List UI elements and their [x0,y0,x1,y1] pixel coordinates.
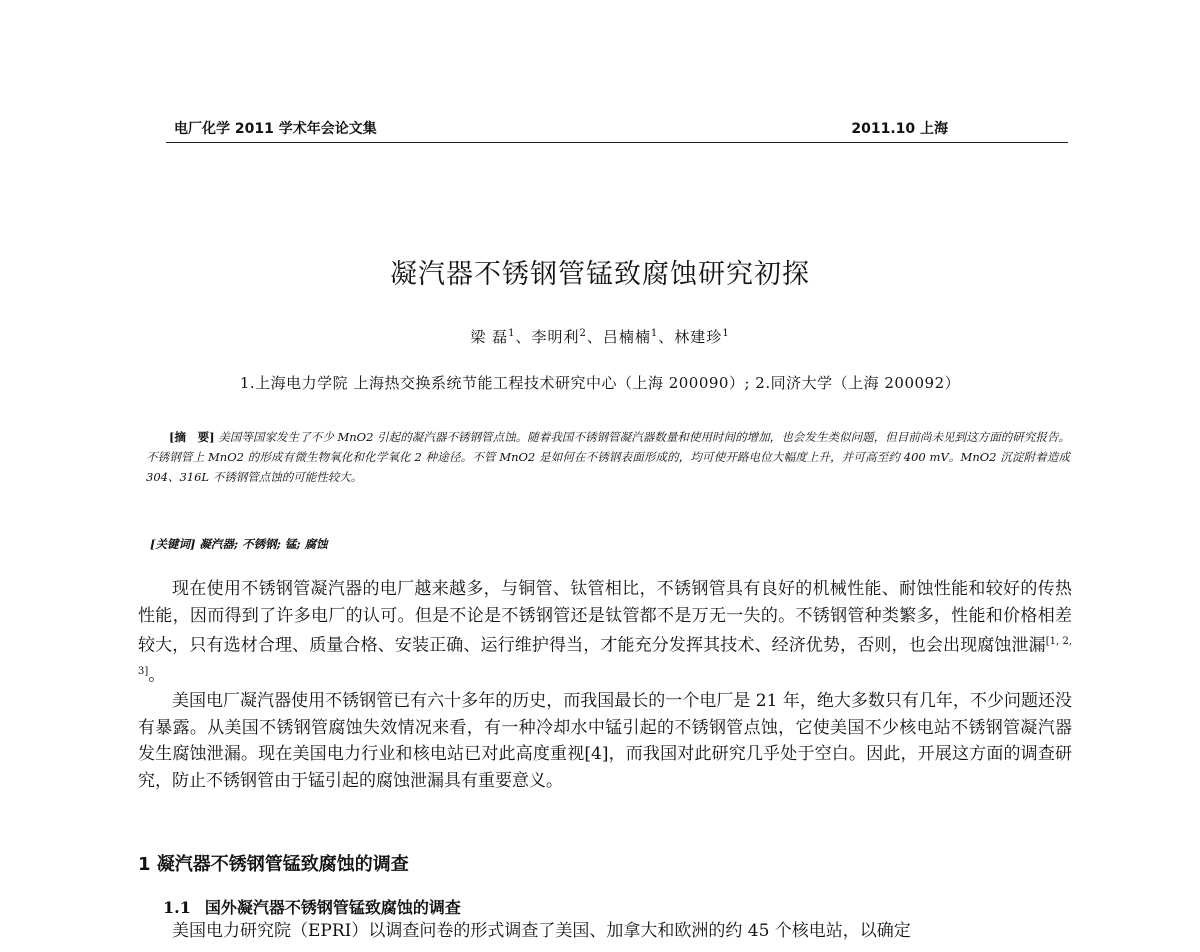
subsection-title: 国外凝汽器不锈钢管锰致腐蚀的调查 [204,898,461,917]
header-date-location: 2011.10 上海 [851,121,948,137]
abstract-text: 美国等国家发生了不少 MnO2 引起的凝汽器不锈钢管点蚀。随着我国不锈钢管凝汽器数量和使用时间的增加，也会发生类似问题，但目前尚未见到这方面的研究报告。不锈钢管上 MnO2 的形成有微生物氧化和化学氧化 2 种途径。不管 MnO2 是如何在不锈钢表面形成的，均可使开路电位大幅度上升，并可高至约 400 mV。MnO2 沉淀附着造成 304、316L 不锈钢管点蚀的可能性较大。 [146,430,1070,484]
abstract [146,427,1070,487]
body-paragraph-3: 美国电力研究院（EPRI）以调查问卷的形式调查了美国、加拿大和欧洲的约 45 个核电站，以确定 [172,921,911,941]
section-heading-1: 1 凝汽器不锈钢管锰致腐蚀的调查 [138,854,409,875]
author-name: 吕楠楠 [602,328,651,346]
subsection-number: 1.1 [163,898,191,917]
paper-title: 凝汽器不锈钢管锰致腐蚀研究初探 [390,259,810,290]
keywords-label: [关键词] [150,537,196,551]
author-affiliation-mark: 1 [650,328,659,339]
author-name: 林建珍 [674,328,723,346]
subsection-heading-1-1 [163,895,1063,918]
body-paragraph-2: 美国电厂凝汽器使用不锈钢管已有六十多年的历史，而我国最长的一个电厂是 21 年，绝大多数只有几年，不少问题还没有暴露。从美国不锈钢管腐蚀失效情况来看，有一种冷却水中锰引起的不锈钢管点蚀，它使美国不少核电站不锈钢管凝汽器发生腐蚀泄漏。现在美国电力行业和核电站已对此高度重视[4]，而我国对此研究几乎处于空白。因此，开展这方面的调查研究，防止不锈钢管由于锰引起的腐蚀泄漏具有重要意义。 [138,691,1072,791]
author-name: 梁 磊 [470,328,509,346]
affiliations: 1.上海电力学院 上海热交换系统节能工程技术研究中心（上海 200090）; 2.同济大学（上海 200092） [239,374,961,392]
keywords-text: 凝汽器; 不锈钢; 锰; 腐蚀 [199,537,328,551]
header-rule [166,142,1068,143]
paragraph-end: 。 [148,665,166,686]
author-affiliation-mark: 2 [579,328,587,339]
paragraph-text: 现在使用不锈钢管凝汽器的电厂越来越多，与铜管、钛管相比，不锈钢管具有良好的机械性能、耐蚀性能和较好的传热性能，因而得到了许多电厂的认可。但是不论是不锈钢管还是钛管都不是万无一失的。不锈钢管种类繁多，性能和价格相差较大，只有选材合理、质量合格、安装正确、运行维护得当，才能充分发挥其技术、经济优势，否则，也会出现腐蚀泄漏 [138,579,1072,656]
keywords [150,536,1050,552]
author-name: 李明利 [531,328,580,346]
citation-ref: [1, 2, 3] [138,636,1072,678]
body-paragraph-1 [138,576,1072,689]
author-affiliation-mark: 1 [722,328,730,339]
header-proceedings-title: 电厂化学 2011 学术年会论文集 [174,121,377,137]
abstract-label: [摘 要] [169,430,215,444]
author-affiliation-mark: 1 [508,328,516,339]
author-list: 梁 磊$^1$、李明利$^2$、吕楠楠$^1$、林建珍$^1$ [470,328,730,346]
